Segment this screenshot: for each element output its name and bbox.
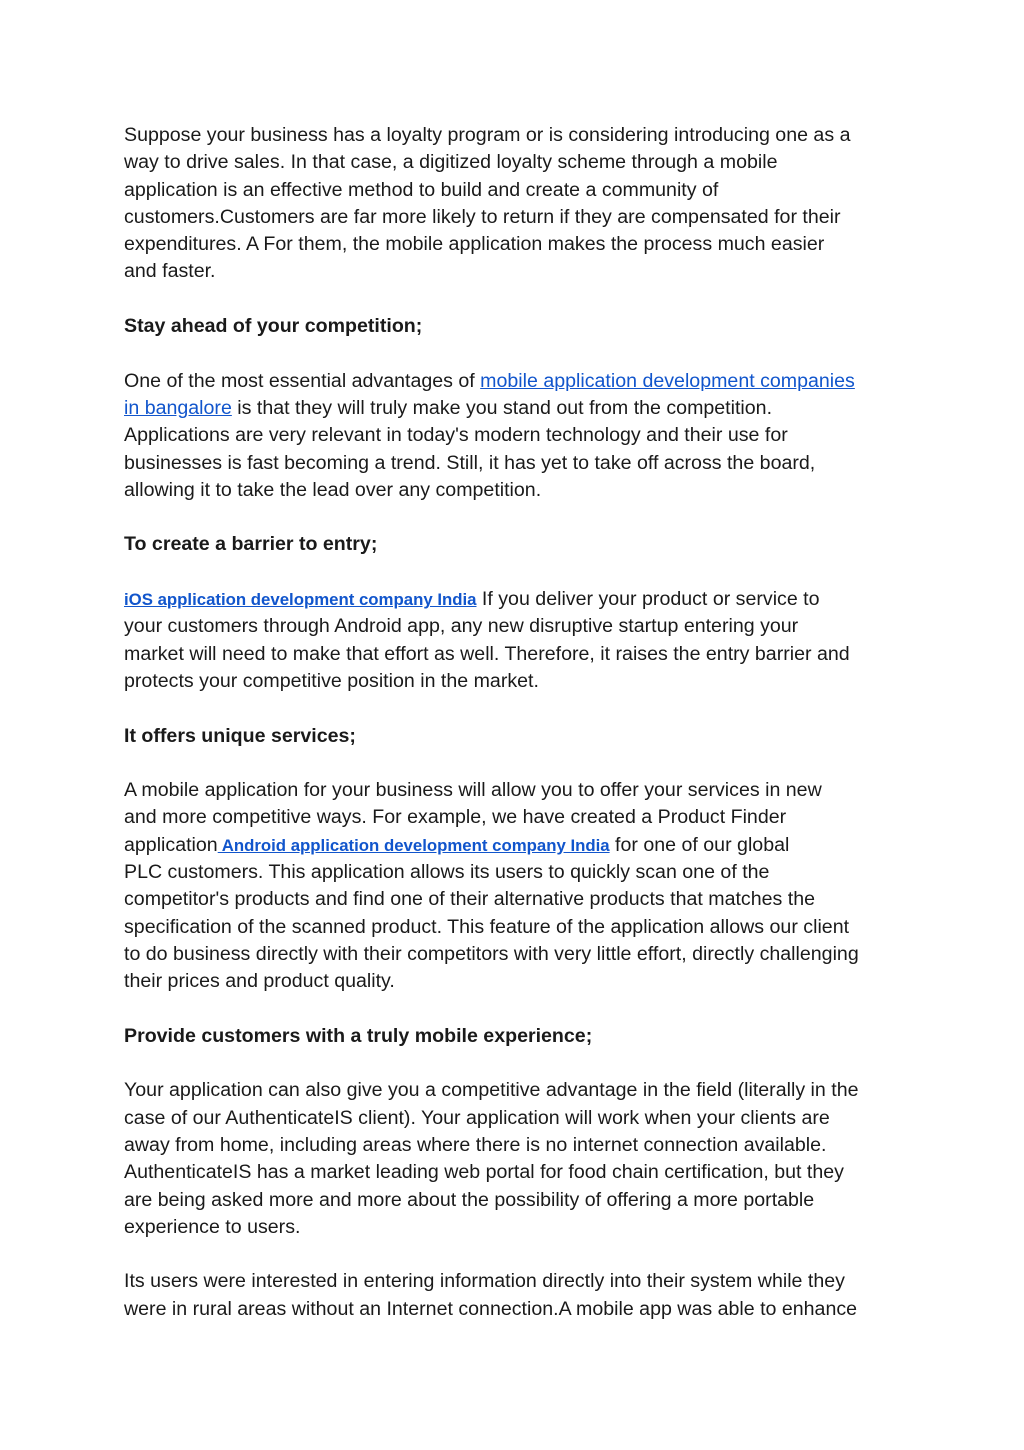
text-line: allowing it to take the lead over any competition. bbox=[124, 478, 542, 501]
text-line: Your application can also give you a competitive advantage in the field (literally in the bbox=[124, 1079, 859, 1102]
text-span: application bbox=[124, 833, 218, 856]
text-line bbox=[124, 368, 904, 395]
text-line: and more competitive ways. For example, we have created a Product Finder bbox=[124, 806, 787, 829]
text-line: are being asked more and more about the possibility of offering a more portable bbox=[124, 1188, 815, 1211]
text-span: for one of our global bbox=[609, 833, 790, 856]
paragraph-competition bbox=[124, 368, 904, 504]
text-line: to do business directly with their competitors with very little effort, directly challenging bbox=[124, 942, 859, 965]
text-line: application is an effective method to build and create a community of bbox=[124, 178, 719, 201]
document-page bbox=[124, 122, 904, 1323]
text-line: expenditures. A For them, the mobile application makes the process much easier bbox=[124, 233, 825, 256]
text-line: your customers through Android app, any new disruptive startup entering your bbox=[124, 615, 799, 638]
link-android-dev-company-india[interactable]: Android application development company India bbox=[217, 835, 610, 855]
text-line: were in rural areas without an Internet connection.A mobile app was able to enhance bbox=[124, 1297, 858, 1320]
paragraph-mobile-experience bbox=[124, 1077, 904, 1241]
paragraph-unique-services bbox=[124, 777, 904, 995]
text-line bbox=[124, 586, 904, 613]
text-line: Applications are very relevant in today's modern technology and their use for bbox=[124, 424, 788, 447]
text-span: If you deliver your product or service to bbox=[476, 588, 820, 611]
text-span: is that they will truly make you stand out from the competition. bbox=[231, 396, 773, 419]
text-line: market will need to make that effort as well. Therefore, it raises the entry barrier and bbox=[124, 642, 850, 665]
section-heading-competition: Stay ahead of your competition; bbox=[124, 315, 423, 338]
text-line: experience to users. bbox=[124, 1215, 301, 1238]
text-line: away from home, including areas where there is no internet connection available. bbox=[124, 1133, 827, 1156]
paragraph-barrier bbox=[124, 586, 904, 695]
paragraph-loyalty bbox=[124, 122, 904, 286]
text-line bbox=[124, 832, 904, 859]
text-span: One of the most essential advantages of bbox=[124, 369, 481, 392]
text-line: competitor's products and find one of their alternative products that matches the bbox=[124, 888, 815, 911]
text-line: case of our AuthenticateIS client). Your application will work when your clients are bbox=[124, 1106, 830, 1129]
text-line: their prices and product quality. bbox=[124, 970, 395, 993]
text-line: Its users were interested in entering information directly into their system while they bbox=[124, 1270, 845, 1293]
text-line: AuthenticateIS has a market leading web portal for food chain certification, but they bbox=[124, 1161, 844, 1184]
text-line: customers.Customers are far more likely to return if they are compensated for their bbox=[124, 205, 841, 228]
text-line: Suppose your business has a loyalty program or is considering introducing one as a bbox=[124, 124, 851, 146]
section-heading-unique-services: It offers unique services; bbox=[124, 724, 356, 747]
text-line: businesses is fast becoming a trend. Still, it has yet to take off across the board, bbox=[124, 451, 816, 474]
section-heading-barrier: To create a barrier to entry; bbox=[124, 533, 378, 556]
link-ios-dev-company-india[interactable]: iOS application development company India bbox=[124, 590, 477, 610]
link-in-bangalore[interactable]: in bangalore bbox=[124, 396, 232, 419]
text-line: way to drive sales. In that case, a digitized loyalty scheme through a mobile bbox=[124, 151, 778, 174]
text-line: protects your competitive position in the market. bbox=[124, 669, 539, 692]
paragraph-rural-users bbox=[124, 1268, 904, 1323]
text-line: A mobile application for your business will allow you to offer your services in new bbox=[124, 779, 822, 802]
text-line: specification of the scanned product. This feature of the application allows our client bbox=[124, 915, 850, 938]
text-line: PLC customers. This application allows its users to quickly scan one of the bbox=[124, 861, 770, 884]
text-line: and faster. bbox=[124, 260, 216, 283]
text-line bbox=[124, 395, 904, 422]
section-heading-mobile-experience: Provide customers with a truly mobile experience; bbox=[124, 1024, 593, 1047]
link-mobile-app-dev-companies[interactable]: mobile application development companies bbox=[480, 369, 855, 392]
